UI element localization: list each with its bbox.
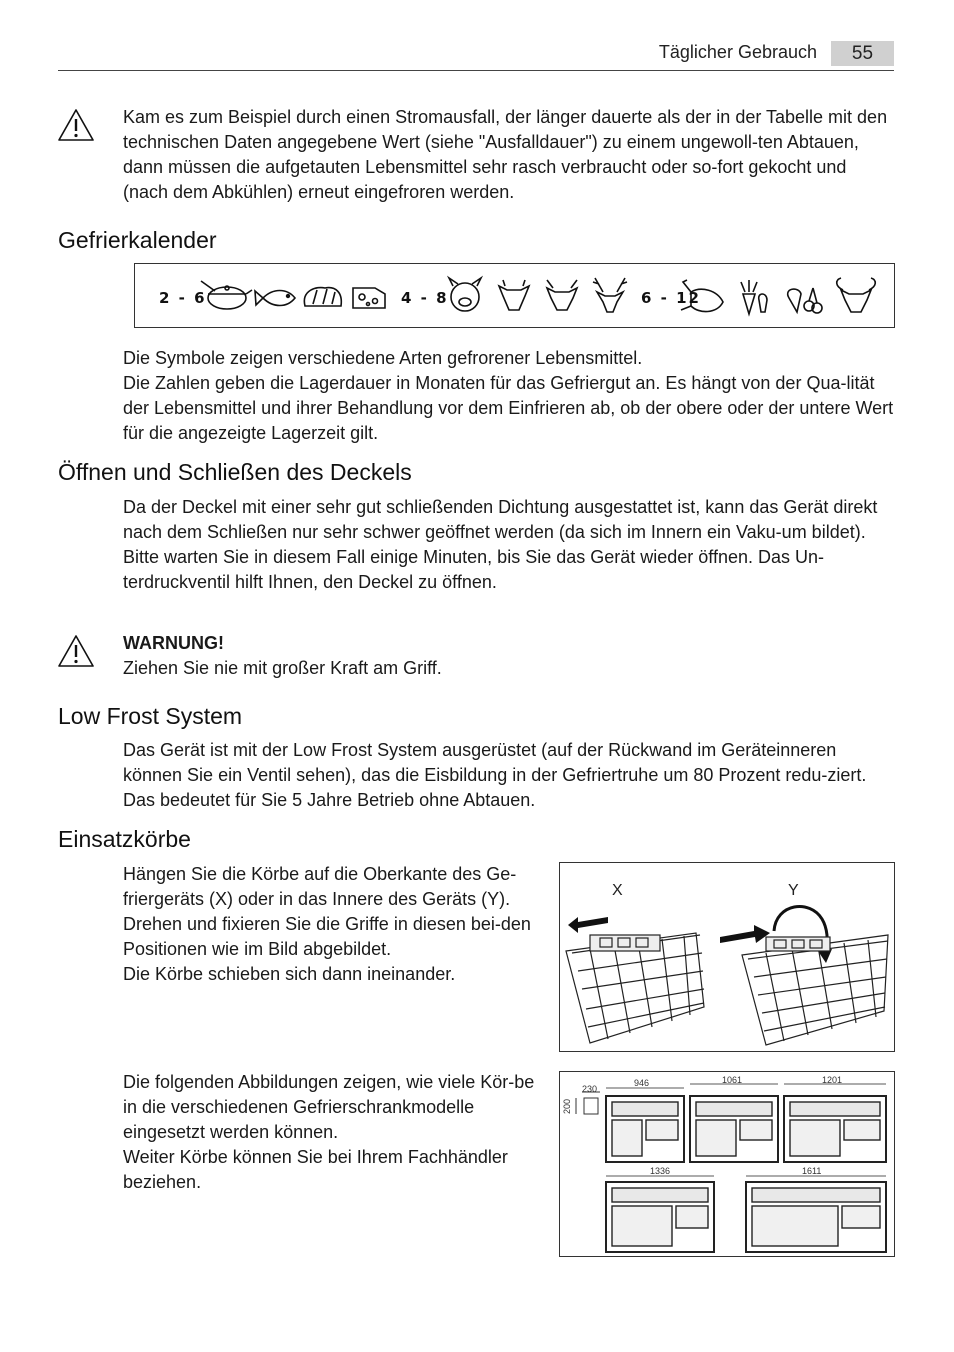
dim-946: 946 [634, 1078, 650, 1088]
warning-title: WARNUNG! [123, 633, 224, 653]
freezing-calendar-icons [135, 264, 894, 327]
cow-icon [547, 280, 577, 310]
dim-200: 200 [562, 1098, 572, 1114]
heading-deckel: Öffnen und Schließen des Deckels [58, 459, 412, 485]
arrow-left-icon [568, 917, 608, 933]
arrow-right-icon [720, 925, 770, 943]
low-frost-text: Das Gerät ist mit der Low Frost System ausgerüstet (auf der Rückwand im Geräteinneren können Sie ein Ventil sehen), das die Eisbildung in der Gefriertruhe um 80 Prozent redu-ziert. Das bedeutet für Sie 5 Jahre Betrieb ohne Abtauen. [123, 740, 867, 810]
baskets-text-2: Die folgenden Abbildungen zeigen, wie viele Kör-be in die verschiedenen Gefrierschrankmodelle eingesetzt werden können. Weiter Körbe können Sie bei Ihrem Fachhändler beziehen. [123, 1072, 535, 1192]
freezer-models-diagram [559, 1071, 895, 1257]
warning-triangle-icon [57, 634, 95, 668]
deer-icon [593, 278, 627, 312]
basket-positions-drawing [560, 863, 894, 1051]
dim-1611: 1611 [802, 1166, 822, 1176]
bull-icon [837, 278, 876, 312]
intro-warning-text: Kam es zum Beispiel durch einen Stromausfall, der länger dauerte als der in der Tabelle mit den technischen Daten angegebene Wert (siehe "Ausfalldauer") zu einem ungewoll-ten Abtauen, dann müssen die aufgetauten Lebensmittel sehr rasch verbraucht oder so-fort gekocht und (nach dem Abkühlen) erneut eingefroren werden. [123, 107, 888, 202]
deckel-warning [123, 631, 895, 681]
calendar-group-4-8: 4 - 8 [401, 289, 449, 307]
dim-230: 230 [582, 1084, 598, 1094]
baskets-text-1: Hängen Sie die Körbe auf die Oberkante des Ge-friergeräts (X) oder in das Innere des Geräts (Y). Drehen und fixieren Sie die Griffe in diesen bei-den Positionen wie im Bild abgebildet. Die Körbe schieben sich dann ineinander. [123, 864, 531, 984]
heading-einsatzkoerbe: Einsatzkörbe [58, 826, 191, 852]
freezer-1611 [746, 1176, 886, 1252]
header-section-title: Täglicher Gebrauch [658, 42, 817, 62]
calendar-description: Die Symbole zeigen verschiedene Arten gefrorener Lebensmittel. Die Zahlen geben die Lagerdauer in Monaten für das Gefriergut an. Es hängt von der Qua-lität der Lebensmittel und ihrer Behandlung vor dem Einfrieren ab, ob der obere oder der untere Wert für die angezeigte Lagerzeit gilt. [123, 348, 894, 443]
freezer-1061 [690, 1084, 778, 1162]
page-number: 55 [831, 41, 894, 66]
warning-triangle-icon [57, 108, 95, 142]
calf-icon [499, 280, 529, 310]
calendar-group-2-6: 2 - 6 [159, 289, 207, 307]
freezing-calendar-box [134, 263, 895, 328]
basket-y-icon [742, 935, 888, 1045]
heading-gefrierkalender: Gefrierkalender [58, 227, 217, 253]
deckel-text: Da der Deckel mit einer sehr gut schließenden Dichtung ausgestattet ist, kann das Gerät direkt nach dem Schließen nur sehr schwer geöffnet werden (da sich im Innern ein Vaku-um bildet). Bitte warten Sie in diesem Fall einige Minuten, bis Sie das Gerät wieder öffnen. Das Un-terdruckventil hilft Ihnen, den Deckel zu öffnen. [123, 497, 878, 592]
basket-label-x: X [612, 882, 623, 899]
soup-pot-icon [201, 281, 252, 309]
calendar-group-6-12: 6 - 12 [641, 289, 701, 307]
vegetables-icon [741, 280, 767, 314]
dim-1201: 1201 [822, 1075, 843, 1085]
cheese-icon [353, 288, 385, 308]
freezer-946 [606, 1088, 684, 1162]
basket-x-icon [566, 933, 704, 1043]
header-divider [58, 70, 894, 71]
basket-illustration [559, 862, 895, 1052]
basket-label-y: Y [788, 882, 799, 899]
heading-low-frost: Low Frost System [58, 703, 243, 729]
fruit-icon [788, 288, 822, 313]
fish-icon [255, 291, 295, 306]
basket-unit-icon [584, 1098, 598, 1114]
dim-1336: 1336 [650, 1166, 671, 1176]
freezer-1201 [784, 1084, 886, 1162]
dim-1061: 1061 [722, 1075, 743, 1085]
freezer-1336 [606, 1176, 714, 1252]
pig-icon [449, 278, 481, 311]
warning-text: Ziehen Sie nie mit großer Kraft am Griff. [123, 658, 442, 678]
freezer-models-drawing [560, 1072, 894, 1256]
bread-icon [304, 288, 341, 306]
